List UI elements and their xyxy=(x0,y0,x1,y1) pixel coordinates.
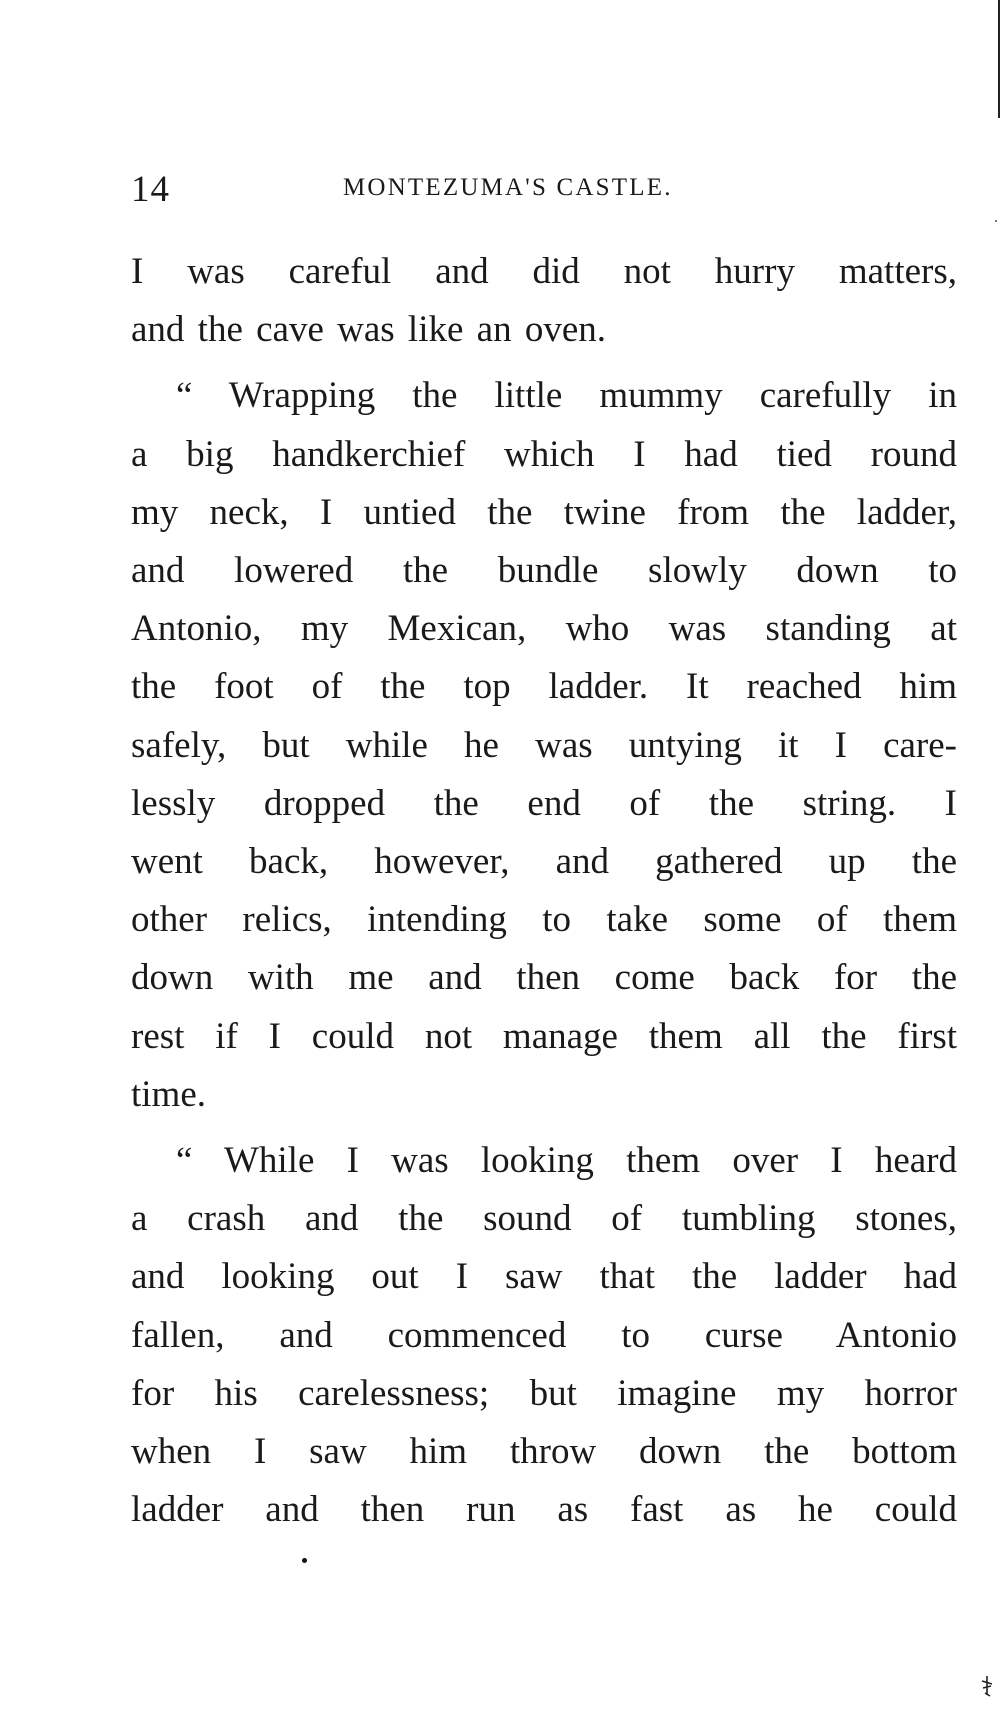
text-line: safely, but while he was untying it I care- xyxy=(131,724,957,766)
text-line: the foot of the top ladder. It reached him xyxy=(131,666,957,708)
text-line: when I saw him throw down the bottom xyxy=(131,1431,957,1473)
paragraph xyxy=(131,367,957,1124)
running-title: MONTEZUMA'S CASTLE. xyxy=(343,174,673,201)
text-line: other relics, intending to take some of them xyxy=(131,899,957,941)
text-line: for his carelessness; but imagine my horror xyxy=(131,1372,957,1414)
ink-speck xyxy=(302,1558,307,1563)
text-line: “ While I was looking them over I heard xyxy=(176,1140,957,1182)
text-line: went back, however, and gathered up the xyxy=(131,841,957,883)
text-line: “ Wrapping the little mummy carefully in xyxy=(176,375,957,417)
body-text xyxy=(131,243,957,1539)
text-line: and looking out I saw that the ladder had xyxy=(131,1256,957,1298)
page-edge-speck xyxy=(995,220,997,222)
text-line: time. xyxy=(131,1073,207,1115)
text-line: down with me and then come back for the xyxy=(131,957,957,999)
text-line: ladder and then run as fast as he could xyxy=(131,1489,957,1531)
text-line: fallen, and commenced to curse Antonio xyxy=(131,1314,957,1356)
text-line: and the cave was like an oven. xyxy=(131,309,607,351)
text-line: I was careful and did not hurry matters, xyxy=(131,251,957,292)
text-line: a big handkerchief which I had tied round xyxy=(131,433,957,475)
text-line: my neck, I untied the twine from the ladder, xyxy=(131,491,957,533)
corner-ink-mark xyxy=(980,1675,994,1697)
text-line: Antonio, my Mexican, who was standing at xyxy=(131,608,957,650)
text-line: rest if I could not manage them all the first xyxy=(131,1015,957,1057)
paragraph xyxy=(131,243,957,359)
text-line: lessly dropped the end of the string. I xyxy=(131,782,957,824)
page-header xyxy=(131,168,957,218)
text-line: a crash and the sound of tumbling stones, xyxy=(131,1198,957,1240)
page-number: 14 xyxy=(131,169,170,210)
text-line: and lowered the bundle slowly down to xyxy=(131,550,957,592)
paragraph xyxy=(131,1132,957,1539)
